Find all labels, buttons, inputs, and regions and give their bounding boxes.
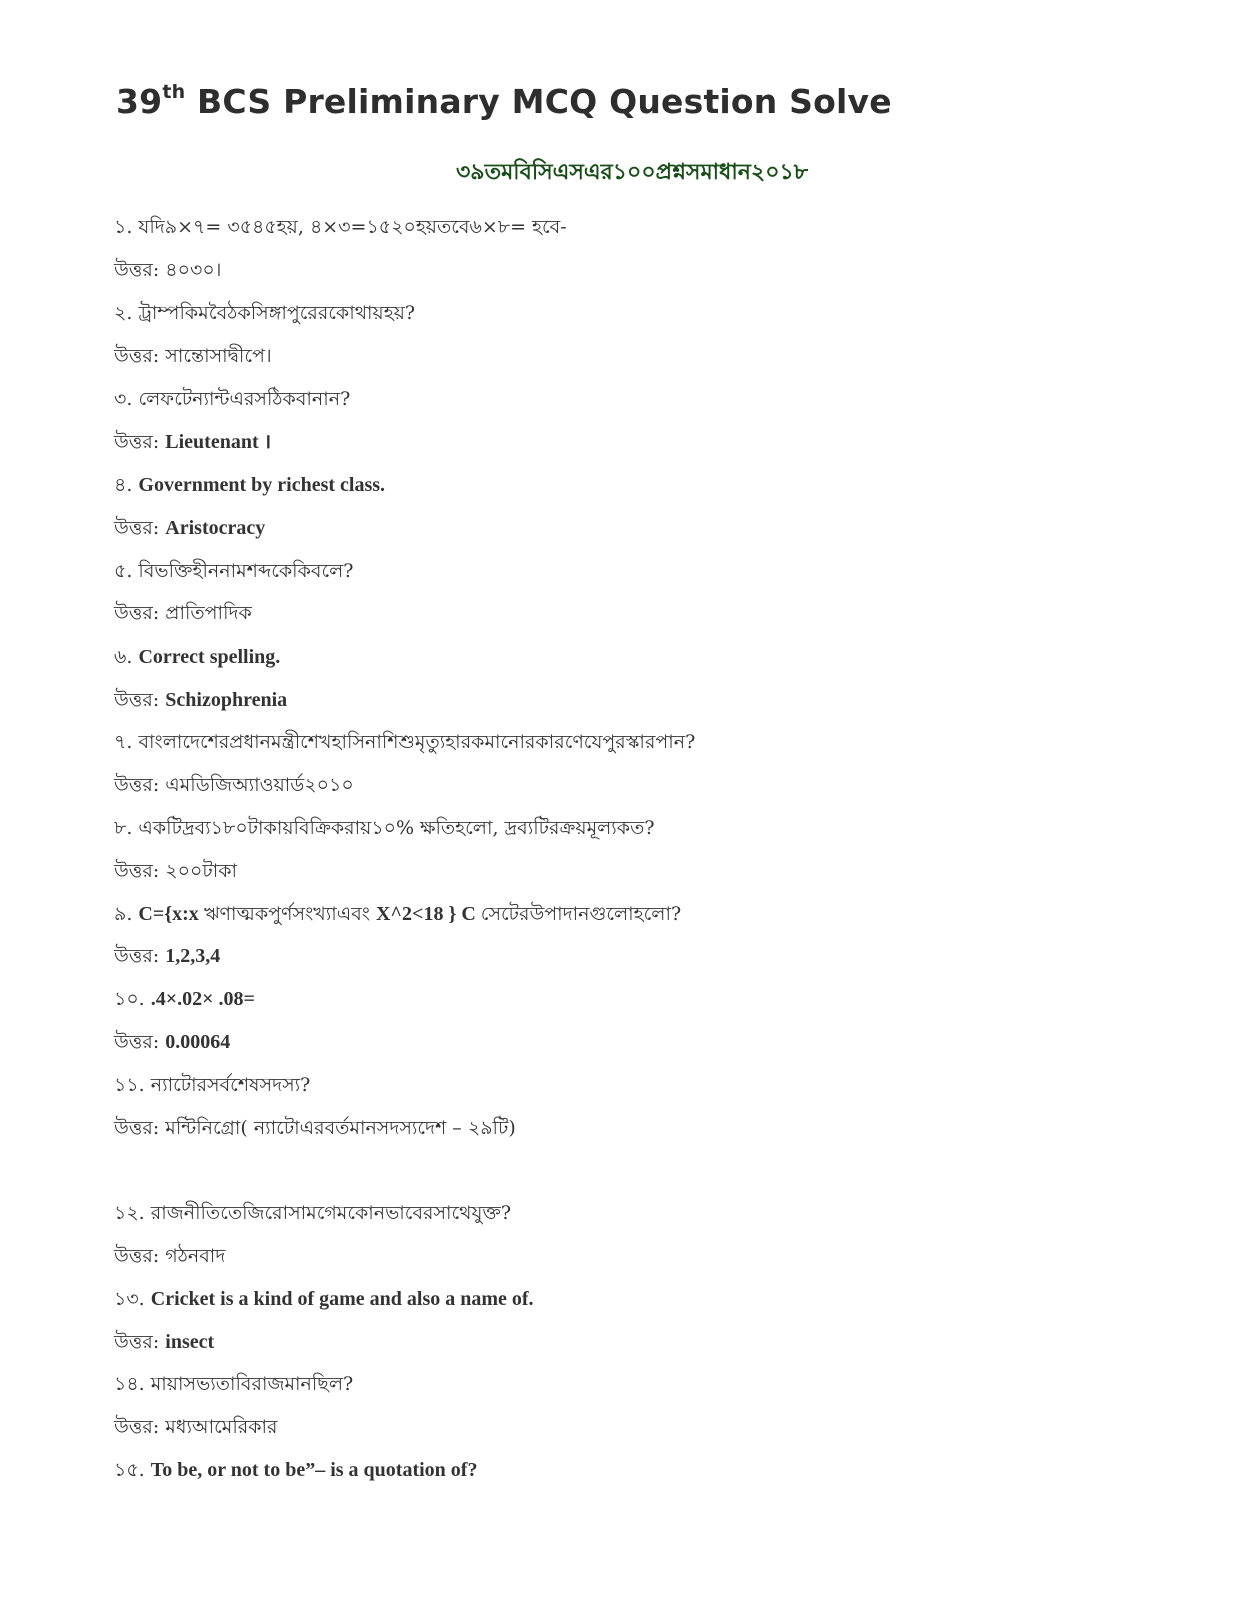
question-text-part: ঋণাত্মকপুর্ণসংখ্যাএবং — [203, 903, 376, 925]
question-number: ১২. — [114, 1202, 151, 1224]
question-text: ট্রাম্পকিমবৈঠকসিঙ্গাপুরেরকোথায়হয়? — [138, 302, 416, 324]
answer-5 — [114, 600, 252, 626]
question-number: ৩. — [114, 388, 139, 410]
question-text: যদি৯×৭= ৩৫৪৫হয়, ৪×৩=১৫২০হয়তবে৬×৮= হবে- — [138, 216, 567, 238]
answer-label: উত্তর: — [114, 345, 166, 367]
answer-label: উত্তর: — [114, 1245, 166, 1267]
title-superscript: th — [162, 81, 186, 103]
answer-label: উত্তর: — [114, 774, 166, 796]
answer-10 — [114, 1029, 230, 1055]
question-number: ৮. — [114, 817, 139, 839]
question-number: ৯. — [114, 903, 139, 925]
page-title — [116, 82, 892, 121]
answer-text: 0.00064 — [165, 1031, 231, 1053]
answer-6 — [114, 687, 287, 713]
answer-3 — [114, 429, 271, 455]
question-text: To be, or not to be”– is a quotation of? — [150, 1459, 478, 1481]
answer-8 — [114, 858, 237, 884]
question-12 — [114, 1200, 511, 1226]
answer-7 — [114, 772, 354, 798]
answer-label: উত্তর: — [114, 1331, 166, 1353]
question-number: ৭. — [114, 731, 139, 753]
question-number: ১৪. — [114, 1373, 151, 1395]
question-number: ১১. — [114, 1074, 151, 1096]
question-text-part: X^2<18 } C — [375, 903, 481, 925]
question-13 — [114, 1286, 534, 1312]
question-number: ৪. — [114, 474, 139, 496]
question-number: ১. — [114, 216, 139, 238]
question-text: বাংলাদেশেরপ্রধানমন্ত্রীশেখহাসিনাশিশুমৃত্যুহারকমানোরকারণেযেপুরস্কারপান? — [138, 731, 696, 753]
question-5 — [114, 558, 353, 584]
answer-12 — [114, 1243, 225, 1269]
answer-label: উত্তর: — [114, 860, 166, 882]
answer-text: ২০০টাকা — [165, 860, 238, 882]
question-text-part: সেটেরউপাদানগুলোহলো? — [480, 903, 682, 925]
question-1 — [114, 214, 567, 240]
question-text: .4×.02× .08= — [150, 988, 255, 1010]
answer-text: Aristocracy — [165, 517, 266, 539]
question-14 — [114, 1371, 353, 1397]
question-text: Cricket is a kind of game and also a name of. — [150, 1288, 534, 1310]
title-number: 39 — [116, 82, 163, 121]
question-number: ৬. — [114, 646, 139, 668]
answer-text: Schizophrenia — [165, 689, 288, 711]
answer-label: উত্তর: — [114, 517, 166, 539]
question-8 — [114, 815, 655, 841]
answer-label: উত্তর: — [114, 431, 166, 453]
question-text: ন্যাটোরসর্বশেষসদস্য? — [150, 1074, 311, 1096]
question-text: রাজনীতিতেজিরোসামগেমকোনভাবেরসাথেযুক্ত? — [150, 1202, 512, 1224]
question-3 — [114, 386, 350, 412]
question-text-part: C={x:x — [138, 903, 204, 925]
answer-text: এমডিজিঅ্যাওয়ার্ড২০১০ — [165, 774, 354, 796]
answer-9 — [114, 943, 220, 969]
question-6 — [114, 644, 280, 670]
answer-11 — [114, 1115, 516, 1141]
question-number: ১০. — [114, 988, 151, 1010]
answer-text: insect — [165, 1331, 215, 1353]
answer-label: উত্তর: — [114, 1117, 166, 1139]
question-text: Government by richest class. — [138, 474, 386, 496]
answer-text: মন্টিনিগ্রো( ন্যাটোএরবর্তমানসদস্যদেশ – ২৯টি) — [165, 1117, 516, 1139]
answer-text: Lieutenant । — [165, 431, 272, 453]
answer-text: 1,2,3,4 — [165, 945, 221, 967]
answer-4 — [114, 515, 265, 541]
answer-label: উত্তর: — [114, 945, 166, 967]
question-text: মায়াসভ্যতাবিরাজমানছিল? — [150, 1373, 354, 1395]
answer-label: উত্তর: — [114, 259, 166, 281]
question-7 — [114, 729, 695, 755]
answer-text: গঠনবাদ — [165, 1245, 226, 1267]
question-text: লেফটেন্যান্টএরসঠিকবানান? — [138, 388, 351, 410]
question-number: ১৫. — [114, 1459, 151, 1481]
question-11 — [114, 1072, 310, 1098]
answer-text: প্রাতিপাদিক — [165, 602, 252, 624]
question-number: ২. — [114, 302, 139, 324]
question-text: বিভক্তিহীননামশব্দকেকিবলে? — [138, 560, 354, 582]
question-number: ৫. — [114, 560, 139, 582]
answer-label: উত্তর: — [114, 602, 166, 624]
question-text: একটিদ্রব্য১৮০টাকায়বিক্রিকরায়১০% ক্ষতিহলো, দ্রব্যটিরক্রয়মূল্যকত? — [138, 817, 655, 839]
question-4 — [114, 472, 385, 498]
answer-text: ৪০৩০। — [165, 259, 222, 281]
question-2 — [114, 300, 415, 326]
question-number: ১৩. — [114, 1288, 151, 1310]
answer-13 — [114, 1329, 214, 1355]
question-15 — [114, 1457, 477, 1483]
answer-label: উত্তর: — [114, 689, 166, 711]
question-9 — [114, 901, 681, 927]
answer-1 — [114, 257, 221, 283]
answer-text: সান্তোসাদ্বীপে। — [165, 345, 272, 367]
question-text: Correct spelling. — [138, 646, 281, 668]
title-text: BCS Preliminary MCQ Question Solve — [185, 82, 892, 121]
answer-label: উত্তর: — [114, 1031, 166, 1053]
question-10 — [114, 986, 255, 1012]
answer-label: উত্তর: — [114, 1416, 166, 1438]
answer-14 — [114, 1414, 277, 1440]
answer-2 — [114, 343, 272, 369]
bengali-subtitle: ৩৯তমবিসিএসএর১০০প্রশ্নসমাধান২০১৮ — [456, 159, 809, 185]
answer-text: মধ্যআমেরিকার — [165, 1416, 278, 1438]
